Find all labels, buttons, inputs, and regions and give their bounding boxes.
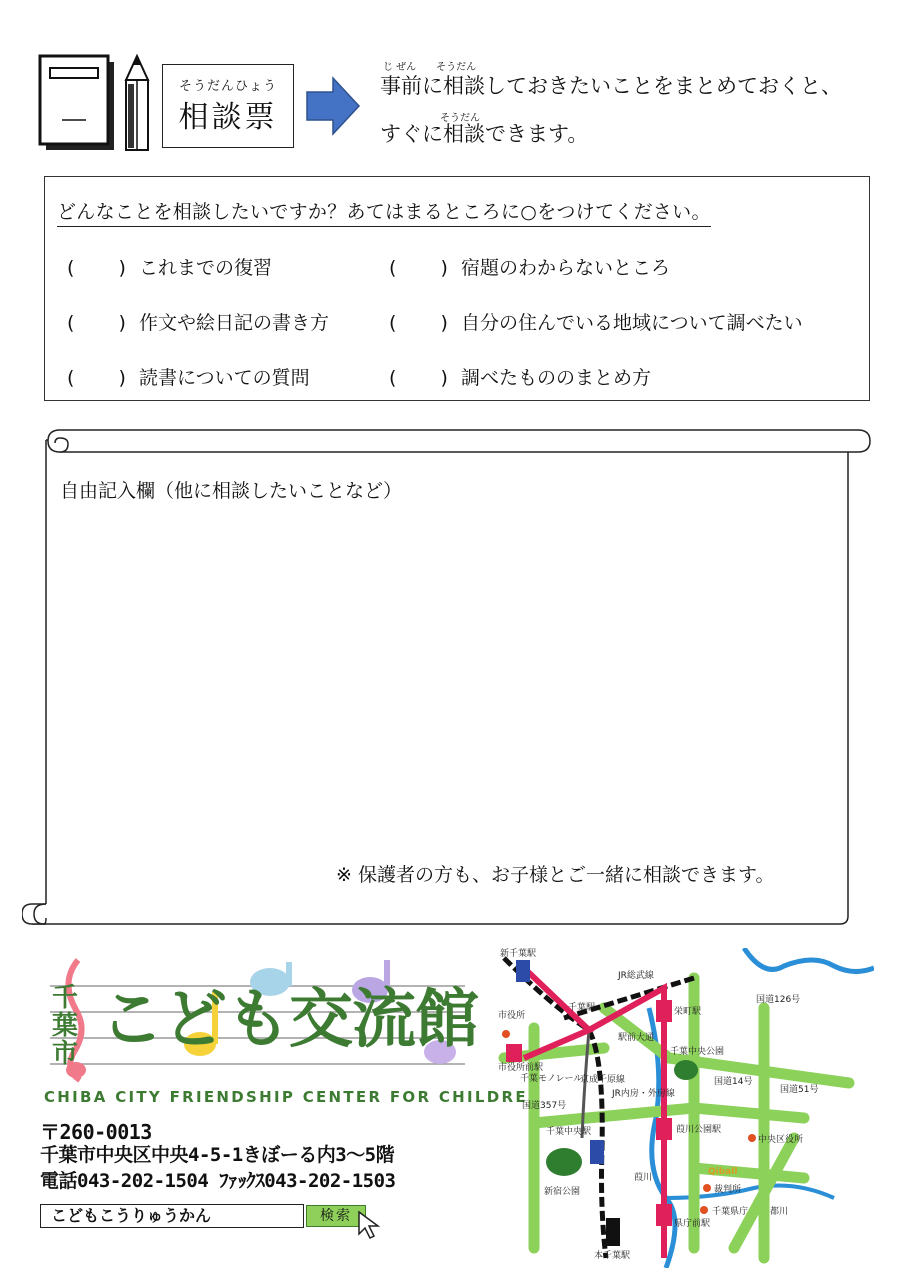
checkbox-paren[interactable]: ( )	[67, 257, 126, 279]
checkbox-paren[interactable]: ( )	[389, 312, 448, 334]
checklist-question: どんなことを相談したいですか？あてはまるところに○をつけてください。	[57, 197, 711, 227]
search-input[interactable]: こどもこうりゅうかん	[40, 1204, 304, 1228]
free-entry-area[interactable]	[60, 510, 820, 850]
guardian-note: ※ 保護者の方も、お子様とご一緒に相談できます。	[336, 864, 775, 886]
option-label: 読書についての質問	[139, 367, 310, 389]
phone-fax: 電話043-202-1504 ﾌｧｯｸｽ043-202-1503	[40, 1170, 396, 1192]
map-label: 本千葉駅	[594, 1251, 631, 1261]
map-label: Qiball	[708, 1167, 738, 1177]
map-label: JR内房・外房線	[612, 1089, 675, 1099]
map-label: 栄町駅	[674, 1007, 702, 1017]
intro-text-1: 事前に相談しておきたいことをまとめておくと、	[380, 74, 842, 98]
pencil-icon	[122, 54, 152, 154]
logo-main-text: こども交流館	[100, 983, 478, 1057]
map-label: 新千葉駅	[500, 949, 537, 959]
option-label: 宿題のわからないところ	[461, 257, 671, 279]
map-label: 市役所前駅	[498, 1063, 544, 1073]
map-label: 葭川	[634, 1173, 653, 1183]
logo-vertical-prefix: 千葉市	[52, 983, 79, 1069]
consultation-checklist	[44, 176, 870, 401]
map-label: 千葉モノレール	[520, 1074, 583, 1084]
option-review[interactable]	[67, 253, 272, 280]
map-label: JR総武線	[618, 971, 654, 981]
option-local-research[interactable]	[389, 308, 803, 335]
arrow-right-icon	[305, 76, 361, 136]
option-label: これまでの復習	[139, 257, 273, 279]
checkbox-paren[interactable]: ( )	[67, 312, 126, 334]
map-label: 駅前大通	[618, 1033, 655, 1043]
option-summary[interactable]	[389, 363, 651, 390]
consultation-slip-title-box	[162, 64, 294, 148]
map-label: 千葉県庁	[712, 1207, 749, 1217]
map-label: 千葉中央公園	[670, 1047, 725, 1057]
map-label: 市役所	[498, 1011, 526, 1021]
map-label: 新宿公園	[544, 1187, 581, 1197]
map-label: 中央区役所	[758, 1135, 804, 1145]
map-label: 裁判所	[714, 1185, 742, 1195]
logo-english: CHIBA CITY FRIENDSHIP CENTER FOR CHILDREN	[44, 1088, 543, 1106]
option-label: 自分の住んでいる地域について調べたい	[461, 312, 803, 334]
checkbox-paren[interactable]: ( )	[389, 367, 448, 389]
map-label: 国道126号	[756, 995, 801, 1005]
option-label: 作文や絵日記の書き方	[139, 312, 330, 334]
intro-text-2: すぐに相談できます。	[380, 122, 589, 146]
notebook-icon	[38, 54, 118, 154]
option-composition[interactable]	[67, 308, 329, 335]
map-label: 千葉駅	[568, 1003, 596, 1013]
map-label: 葭川公園駅	[676, 1125, 722, 1135]
map-label: 国道357号	[522, 1101, 567, 1111]
option-reading[interactable]	[67, 363, 310, 390]
option-label: 調べたもののまとめ方	[461, 367, 652, 389]
address: 千葉市中央区中央4-5-1きぼーる内3～5階	[40, 1144, 395, 1166]
free-entry-label: 自由記入欄（他に相談したいことなど）	[60, 480, 403, 502]
checkbox-paren[interactable]: ( )	[67, 367, 126, 389]
option-homework[interactable]	[389, 253, 670, 280]
slip-title: 相談票	[178, 100, 278, 135]
map-label: 千葉中央駅	[546, 1127, 592, 1137]
map-label: 国道14号	[714, 1077, 753, 1087]
map-label: 京成千原線	[580, 1075, 626, 1085]
cursor-icon	[356, 1210, 390, 1240]
map-label: 県庁前駅	[674, 1219, 711, 1229]
intro-ruby-2: そうだん	[440, 113, 480, 124]
search-button[interactable]: 検索	[306, 1205, 366, 1227]
access-map	[494, 948, 874, 1268]
map-label: 都川	[770, 1207, 789, 1217]
map-label: 国道51号	[780, 1085, 819, 1095]
slip-title-ruby: そうだんひょう	[178, 79, 277, 94]
checkbox-paren[interactable]: ( )	[389, 257, 448, 279]
postal-code: 〒260-0013	[40, 1120, 152, 1144]
intro-ruby-1: じ ぜん そうだん	[383, 62, 477, 73]
